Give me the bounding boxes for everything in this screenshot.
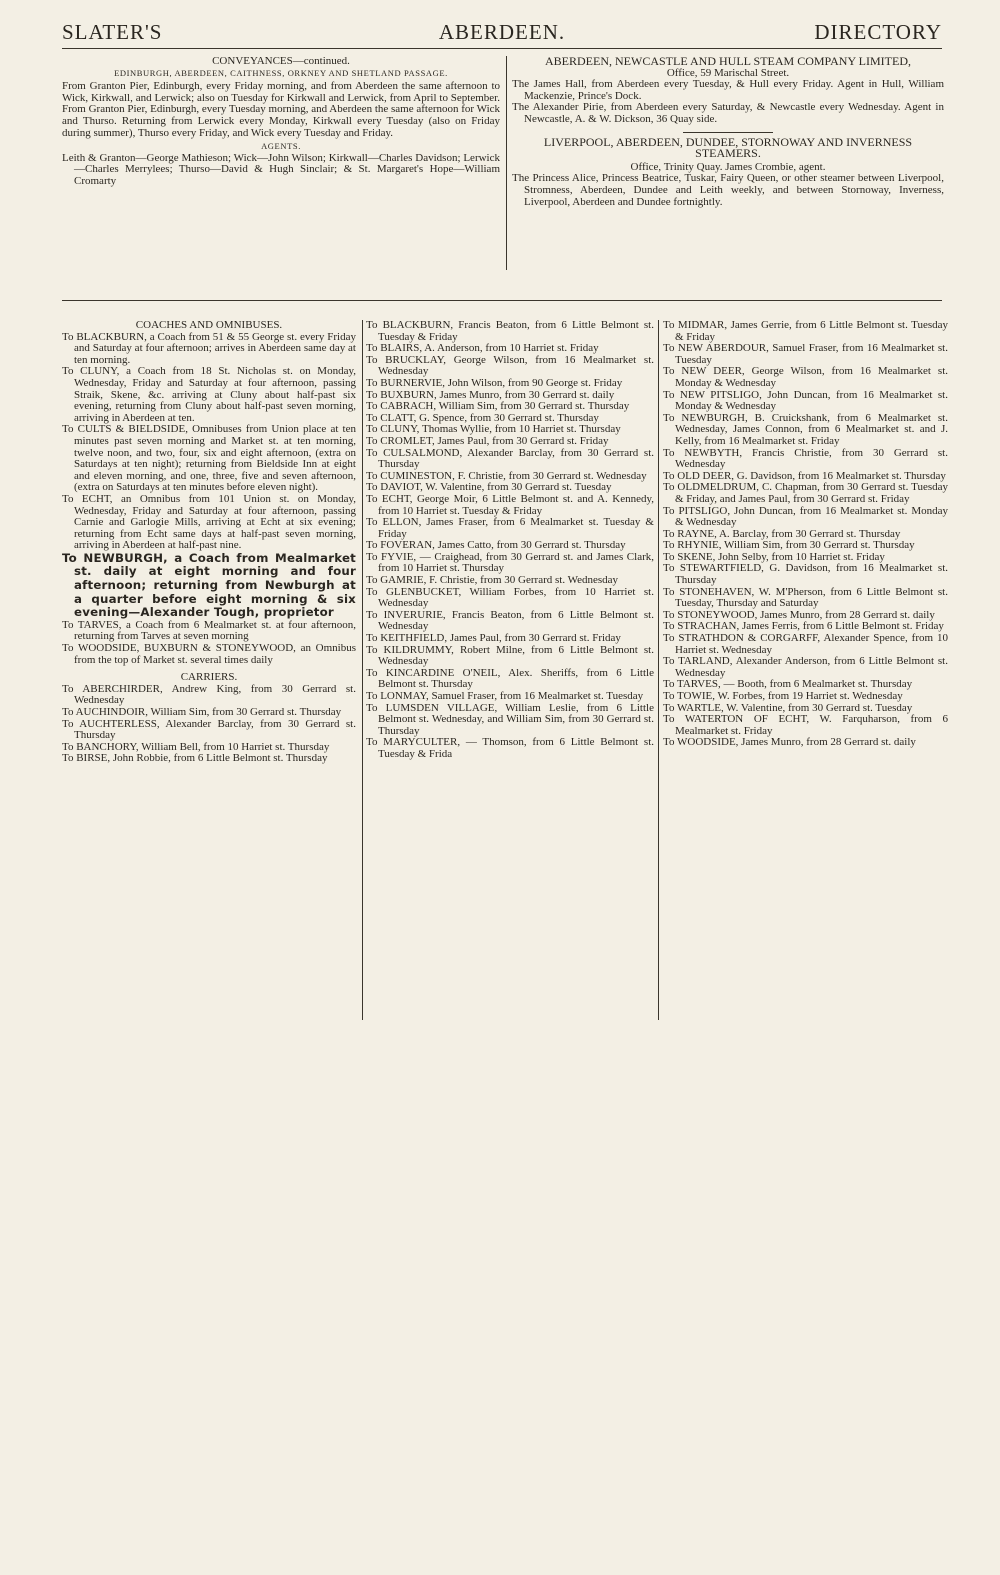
page-header xyxy=(62,20,942,49)
list-item: To BANCHORY, William Bell, from 10 Harriet st. Thursday xyxy=(62,740,330,753)
carrier-entry: To NEW DEER, George Wilson, from 16 Mealmarket st. Monday & Wednesday xyxy=(663,365,948,389)
steam-company-heading: ABERDEEN, NEWCASTLE AND HULL STEAM COMPANY LIMITED, xyxy=(545,54,911,68)
carrier-entry: To TOWIE, W. Forbes, from 19 Harriet st. Wednesday xyxy=(663,690,903,702)
carrier-entry: To BLACKBURN, Francis Beaton, from 6 Little Belmont st. Tuesday & Friday xyxy=(366,319,654,343)
carrier-entry: To PITSLIGO, John Duncan, from 16 Mealmarket st. Monday & Wednesday xyxy=(663,504,948,529)
carrier-entry: To RAYNE, A. Barclay, from 30 Gerrard st. Thursday xyxy=(663,527,901,540)
carrier-entry: To STONEHAVEN, W. M'Pherson, from 6 Little Belmont st. Tuesday, Thursday and Saturday xyxy=(663,585,948,610)
steam-company-body-2: The Alexander Pirie, from Aberdeen every Saturday, & Newcastle every Wednesday. Agent in Newcastle, A. & W. Dickson, 36 Quay side. xyxy=(512,101,944,125)
carrier-entry: To STRATHDON & CORGARFF, Alexander Spence, from 10 Harriet st. Wednesday xyxy=(663,632,948,656)
carrier-entry: To OLDMELDRUM, C. Chapman, from 30 Gerrard st. Tuesday & Friday, and James Paul, from 30 Gerrard st. Friday xyxy=(663,481,948,505)
steamers-heading: LIVERPOOL, ABERDEEN, DUNDEE, STORNOWAY AND INVERNESS STEAMERS. xyxy=(543,134,913,161)
carrier-entry: To FYVIE, — Craighead, from 30 Gerrard st. and James Clark, from 10 Harriet st. Thursday xyxy=(366,550,654,575)
header-right: DIRECTORY xyxy=(814,20,942,44)
list-item: To BIRSE, John Robbie, from 6 Little Belmont st. Thursday xyxy=(62,752,328,765)
carrier-entry: To RHYNIE, William Sim, from 30 Gerrard st. Thursday xyxy=(663,539,915,552)
list-item: To ECHT, an Omnibus from 101 Union st. on Monday, Wednesday, Friday and Saturday at four afternoon, passing Carnie and Garlogie Mills, arriving at Echt at six evening; returning from Echt same days at half-past seven morning, arriving in Aberdeen at half-past nine. xyxy=(62,492,356,552)
carrier-entry: To FOVERAN, James Catto, from 30 Gerrard st. Thursday xyxy=(366,539,626,552)
carrier-entry: To ELLON, James Fraser, from 6 Mealmarket st. Tuesday & Friday xyxy=(366,516,654,540)
carrier-entry: To CABRACH, William Sim, from 30 Gerrard st. Thursday xyxy=(366,400,630,413)
carrier-entry: To BUXBURN, James Munro, from 30 Gerrard st. daily xyxy=(366,388,615,401)
carrier-entry: To ECHT, George Moir, 6 Little Belmont st. and A. Kennedy, from 10 Harriet st. Tuesday & Friday xyxy=(366,492,654,517)
carrier-entry: To MIDMAR, James Gerrie, from 6 Little Belmont st. Tuesday & Friday xyxy=(663,319,948,343)
carrier-entry: To KILDRUMMY, Robert Milne, from 6 Little Belmont st. Wednesday xyxy=(366,643,654,668)
carrier-entry: To CLUNY, Thomas Wyllie, from 10 Harriet st. Thursday xyxy=(366,423,621,436)
list-item: To AUCHINDOIR, William Sim, from 30 Gerrard st. Thursday xyxy=(62,706,342,718)
steam-company-body: The James Hall, from Aberdeen every Tuesday, & Hull every Friday. Agent in Hull, William Mackenzie, Prince's Dock. xyxy=(512,78,944,102)
carrier-entry: To CULSALMOND, Alexander Barclay, from 30 Gerrard st. Thursday xyxy=(366,446,654,471)
steam-company-office: Office, 59 Marischal Street. xyxy=(666,66,790,79)
coaches-heading: COACHES AND OMNIBUSES. xyxy=(135,319,283,331)
top-right-section xyxy=(512,56,944,208)
carrier-entry: To INVERURIE, Francis Beaton, from 6 Little Belmont st. Wednesday xyxy=(366,608,654,633)
list-item: To ABERCHIRDER, Andrew King, from 30 Gerrard st. Wednesday xyxy=(62,682,356,707)
carrier-entry: To BLAIRS, A. Anderson, from 10 Harriet st. Friday xyxy=(366,342,599,355)
carrier-entry: To BRUCKLAY, George Wilson, from 16 Mealmarket st. Wednesday xyxy=(366,353,654,378)
agents-heading: AGENTS. xyxy=(261,141,301,152)
carrier-entry: To CROMLET, James Paul, from 30 Gerrard st. Friday xyxy=(366,434,609,447)
carrier-entry: To OLD DEER, G. Davidson, from 16 Mealmarket st. Thursday xyxy=(663,469,946,482)
carrier-entry: To CLATT, G. Spence, from 30 Gerrard st. Thursday xyxy=(366,411,599,424)
carrier-entry: To NEW ABERDOUR, Samuel Fraser, from 16 Mealmarket st. Tuesday xyxy=(663,342,948,366)
column-divider xyxy=(362,320,363,1020)
column-2 xyxy=(366,320,654,761)
header-center: ABERDEEN. xyxy=(438,20,566,44)
carrier-entry: To TARVES, — Booth, from 6 Mealmarket st. Thursday xyxy=(663,678,913,691)
carrier-entry: To TARLAND, Alexander Anderson, from 6 Little Belmont st. Wednesday xyxy=(663,655,948,679)
carrier-entry: To STEWARTFIELD, G. Davidson, from 16 Mealmarket st. Thursday xyxy=(663,562,948,587)
list-item: To TARVES, a Coach from 6 Mealmarket st. at four afternoon, returning from Tarves at seven morning xyxy=(62,618,356,643)
list-item: To BLACKBURN, a Coach from 51 & 55 George st. every Friday and Saturday at four afternoon; arrives in Aberdeen same day at ten morning. xyxy=(62,330,356,366)
carrier-entry: To LUMSDEN VILLAGE, William Leslie, from 6 Little Belmont st. Wednesday, and William Sim, from 30 Gerrard st. Thursday xyxy=(366,701,654,737)
list-item: To WOODSIDE, BUXBURN & STONEYWOOD, an Omnibus from the top of Market st. several times daily xyxy=(62,642,356,666)
header-left: SLATER'S xyxy=(62,20,163,44)
carrier-entry: To CUMINESTON, F. Christie, from 30 Gerrard st. Wednesday xyxy=(366,469,647,482)
carrier-entry: To KINCARDINE O'NEIL, Alex. Sheriffs, from 6 Little Belmont st. Thursday xyxy=(366,666,654,691)
carrier-entry: To STONEYWOOD, James Munro, from 28 Gerrard st. daily xyxy=(663,608,935,621)
carrier-entry: To DAVIOT, W. Valentine, from 30 Gerrard st. Tuesday xyxy=(366,481,612,494)
carrier-entry: To SKENE, John Selby, from 10 Harriet st. Friday xyxy=(663,550,885,563)
passage-body: From Granton Pier, Edinburgh, every Friday morning, and from Aberdeen the same afternoon to Wick, Kirkwall, and Lerwick; also on Tuesday for Kirkwall and Lerwick, from April to September. From Granton Pier, Edinburgh, every Tuesday morning, and Aberdeen the same afternoon for Wick and Thurso. Returning from Lerwick every Monday, Kirkwall every Tuesday (also on Friday during summer), Thurso every Friday, and Wick every Tuesday and Friday. xyxy=(62,80,501,139)
horizontal-rule xyxy=(62,300,942,301)
carrier-entry: To GLENBUCKET, William Forbes, from 10 Harriet st. Wednesday xyxy=(366,585,654,610)
top-left-section xyxy=(62,56,500,188)
column-3 xyxy=(663,320,948,749)
carrier-entry: To MARYCULTER, — Thomson, from 6 Little Belmont st. Tuesday & Frida xyxy=(366,736,654,760)
steamers-office: Office, Trinity Quay. James Crombie, agent. xyxy=(630,160,826,173)
carrier-entry: To GAMRIE, F. Christie, from 30 Gerrard st. Wednesday xyxy=(366,574,619,587)
carrier-entry: To NEWBYTH, Francis Christie, from 30 Gerrard st. Wednesday xyxy=(663,446,948,471)
list-item: To CLUNY, a Coach from 18 St. Nicholas st. on Monday, Wednesday, Friday and Saturday at four afternoon, passing Straik, Skene, &c. arriving at Cluny about half-past six evening, returning from Cluny about half-past seven morning, arriving in Aberdeen at ten. xyxy=(62,365,356,424)
carrier-entry: To STRACHAN, James Ferris, from 6 Little Belmont st. Friday xyxy=(663,620,944,633)
column-divider xyxy=(658,320,659,1020)
column-1 xyxy=(62,320,356,765)
list-item: To AUCHTERLESS, Alexander Barclay, from 30 Gerrard st. Thursday xyxy=(62,717,356,742)
carriers-heading: CARRIERS. xyxy=(180,671,238,684)
agents-list: Leith & Granton—George Mathieson; Wick—John Wilson; Kirkwall—Charles Davidson; Lerwick—Charles Merrylees; Thurso—David & Hugh Sinclair; & St. Margaret's Hope—William Cromarty xyxy=(62,151,500,187)
section-divider xyxy=(683,132,773,133)
carrier-entry: To BURNERVIE, John Wilson, from 90 George st. Friday xyxy=(366,376,623,389)
carrier-entry: To WARTLE, W. Valentine, from 30 Gerrard st. Tuesday xyxy=(663,701,913,714)
list-item: To CULTS & BIELDSIDE, Omnibuses from Union place at ten minutes past seven morning and Market st. at ten morning, twelve noon, and two, four, six and eight afternoon, (extra on Saturdays at ten night); returning from Bieldside Inn at eight and eleven morning, and one, three, five and seven afternoon, (extra on Saturdays at ten minutes before eleven night). xyxy=(62,423,356,494)
carrier-entry: To WATERTON OF ECHT, W. Farquharson, from 6 Mealmarket st. Friday xyxy=(663,713,948,737)
section-heading: CONVEYANCES—continued. xyxy=(212,55,350,67)
carrier-entry: To NEW PITSLIGO, John Duncan, from 16 Mealmarket st. Monday & Wednesday xyxy=(663,388,948,413)
carrier-entry: To WOODSIDE, James Munro, from 28 Gerrard st. daily xyxy=(663,736,916,749)
carrier-entry: To NEWBURGH, B. Cruickshank, from 6 Mealmarket st. Wednesday, James Connon, from 6 Mealmarket st. and J. Kelly, from 16 Mealmarket st. Friday xyxy=(663,411,948,447)
column-divider xyxy=(506,56,507,270)
newburgh-advertisement: To NEWBURGH, a Coach from Mealmarket st. daily at eight morning and four afternoon; returning from Newburgh at a quarter before eight morning & six evening—Alexander Tough, proprietor xyxy=(62,550,356,620)
steamers-body: The Princess Alice, Princess Beatrice, Tuskar, Fairy Queen, or other steamer between Liverpool, Stromness, Aberdeen, Dundee and Leith weekly, and between Stornoway, Inverness, Liverpool, Aberdeen and Dundee fortnightly. xyxy=(512,172,944,208)
section-subheading: EDINBURGH, ABERDEEN, CAITHNESS, ORKNEY AND SHETLAND PASSAGE. xyxy=(114,67,448,78)
carrier-entry: To KEITHFIELD, James Paul, from 30 Gerrard st. Friday xyxy=(366,632,621,645)
carrier-entry: To LONMAY, Samuel Fraser, from 16 Mealmarket st. Tuesday xyxy=(366,690,644,702)
